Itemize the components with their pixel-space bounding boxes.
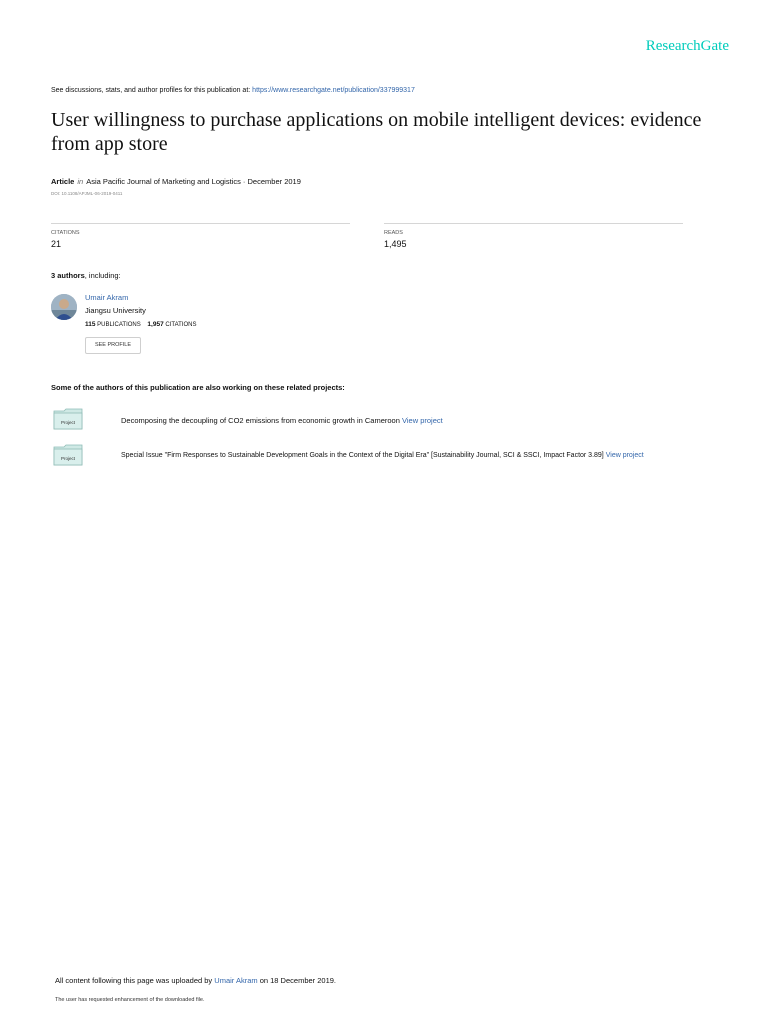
author-citations-count: 1,957	[147, 321, 164, 328]
researchgate-logo[interactable]: ResearchGate	[645, 38, 729, 54]
authors-count: 3 authors	[51, 271, 85, 280]
project-title: Special Issue "Firm Responses to Sustainable Development Goals in the Context of the Digital Era" [Sustainability Journal, SCI & SSCI, Impact Factor 3.89]	[121, 452, 604, 459]
uploader-link[interactable]: Umair Akram	[214, 976, 258, 985]
author-citations-label: CITATIONS	[165, 322, 197, 328]
project-folder-label: Project	[60, 420, 76, 425]
uploaded-prefix: All content following this page was uploaded by	[55, 976, 215, 985]
authors-heading	[51, 271, 121, 280]
author-institution: Jiangsu University	[85, 306, 146, 315]
reads-divider	[384, 223, 683, 224]
project-item	[121, 452, 644, 459]
authors-including: , including:	[84, 271, 121, 280]
author-name-link[interactable]: Umair Akram	[85, 293, 129, 302]
see-discussions-line	[51, 87, 415, 94]
author-stats	[85, 321, 197, 328]
project-folder-icon	[53, 408, 83, 430]
citations-divider	[51, 223, 350, 224]
project-folder-icon	[53, 444, 83, 466]
publication-meta	[51, 177, 301, 186]
reads-label: READS	[384, 230, 403, 236]
uploaded-suffix: on 18 December 2019.	[257, 976, 337, 985]
citations-label: CITATIONS	[51, 230, 80, 236]
enhancement-note: The user has requested enhancement of the downloaded file.	[55, 997, 205, 1003]
see-discussions-text: See discussions, stats, and author profiles for this publication at:	[51, 87, 253, 94]
publication-type: Article	[51, 177, 75, 186]
publication-title: User willingness to purchase applications on mobile intelligent devices: evidence from app store	[51, 109, 702, 155]
author-publications-label: PUBLICATIONS	[97, 322, 141, 328]
citations-value: 21	[51, 239, 62, 249]
uploaded-by-line	[55, 976, 336, 985]
project-folder-label: Project	[60, 456, 76, 461]
person-photo-icon	[51, 294, 77, 320]
journal-and-date: Asia Pacific Journal of Marketing and Logistics · December 2019	[86, 177, 301, 186]
in-word: in	[77, 177, 84, 186]
author-avatar[interactable]	[51, 294, 77, 320]
project-item	[121, 416, 443, 425]
related-projects-heading: Some of the authors of this publication are also working on these related projects:	[51, 383, 345, 392]
reads-value: 1,495	[384, 239, 407, 249]
author-publications-count: 115	[85, 321, 96, 328]
see-profile-button[interactable]: SEE PROFILE	[85, 337, 141, 354]
doi-text: DOI: 10.1108/APJML-06-2019-0411	[51, 191, 123, 196]
project-title: Decomposing the decoupling of CO2 emissions from economic growth in Cameroon	[121, 416, 400, 425]
view-project-link[interactable]: View project	[401, 416, 443, 425]
publication-url-link[interactable]: https://www.researchgate.net/publication/337999317	[252, 87, 415, 94]
view-project-link[interactable]: View project	[605, 452, 644, 459]
